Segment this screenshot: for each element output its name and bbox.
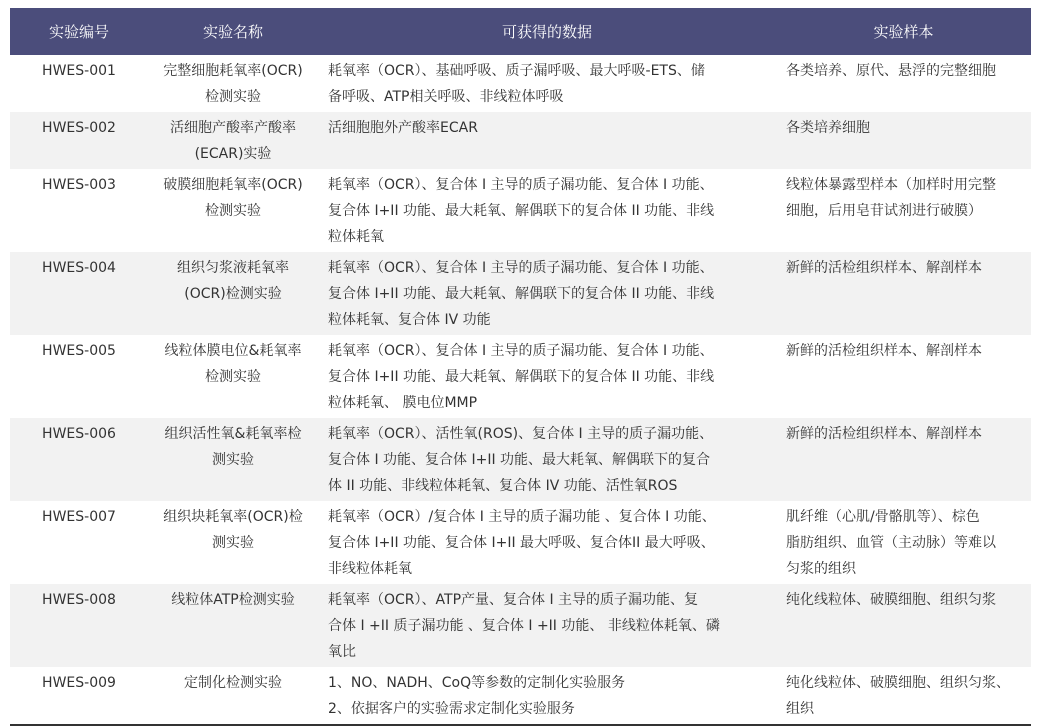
cell-experiment-name-line: 测实验 — [212, 452, 254, 468]
cell-experiment-id: HWES-008 — [10, 584, 148, 667]
cell-experiment-name-line: (OCR)检测实验 — [184, 286, 282, 302]
cell-sample-line: 脂肪组织、血管（主动脉）等难以 — [786, 535, 996, 551]
cell-experiment-name — [148, 501, 318, 584]
table-row — [10, 169, 1031, 252]
header-available-data: 可获得的数据 — [318, 8, 776, 55]
cell-sample-line: 新鲜的活检组织样本、解剖样本 — [786, 260, 982, 276]
cell-experiment-name — [148, 252, 318, 335]
cell-experiment-name-line: 破膜细胞耗氧率(OCR) — [163, 177, 303, 193]
cell-available-data-line: 体 II 功能、非线粒体耗氧、复合体 IV 功能、活性氧ROS — [328, 478, 678, 494]
cell-sample-line: 匀浆的组织 — [786, 561, 856, 577]
cell-available-data-line: 复合体 I 功能、复合体 I+II 功能、最大耗氧、解偶联下的复合 — [328, 452, 711, 468]
table-body — [10, 55, 1031, 725]
table-row — [10, 335, 1031, 418]
cell-available-data-line: 耗氧率（OCR）、复合体 I 主导的质子漏功能、复合体 I 功能、 — [328, 177, 714, 193]
cell-sample — [776, 55, 1031, 112]
cell-experiment-name-line: 检测实验 — [205, 369, 261, 385]
cell-experiment-name — [148, 418, 318, 501]
cell-available-data — [318, 112, 776, 169]
cell-available-data-line: 耗氧率（OCR）、复合体 I 主导的质子漏功能、复合体 I 功能、 — [328, 343, 714, 359]
cell-sample — [776, 418, 1031, 501]
cell-available-data — [318, 252, 776, 335]
cell-available-data — [318, 418, 776, 501]
cell-sample — [776, 501, 1031, 584]
cell-available-data — [318, 501, 776, 584]
cell-sample-line: 各类培养细胞 — [786, 120, 870, 136]
cell-available-data-line: 复合体 I+II 功能、最大耗氧、解偶联下的复合体 II 功能、非线 — [328, 286, 715, 302]
cell-experiment-id: HWES-007 — [42, 509, 116, 525]
cell-available-data-line: 1、NO、NADH、CoQ等参数的定制化实验服务 — [328, 675, 626, 691]
cell-available-data — [318, 55, 776, 112]
cell-experiment-name-line: 线粒体ATP检测实验 — [171, 592, 295, 608]
table-row — [10, 418, 1031, 501]
cell-sample-line: 肌纤维（心肌/骨骼肌等）、棕色 — [786, 509, 980, 525]
cell-experiment-name-line: 检测实验 — [205, 203, 261, 219]
cell-available-data-line: 2、依据客户的实验需求定制化实验服务 — [328, 701, 575, 717]
header-experiment-id: 实验编号 — [10, 8, 148, 55]
cell-available-data-line: 粒体耗氧、 膜电位MMP — [328, 395, 478, 411]
table-row — [10, 501, 1031, 584]
cell-experiment-name-line: (ECAR)实验 — [194, 146, 272, 162]
cell-sample-line: 纯化线粒体、破膜细胞、组织匀浆、 — [786, 675, 1010, 691]
experiment-table — [10, 8, 1031, 726]
table-row — [10, 667, 1031, 725]
cell-experiment-name — [148, 55, 318, 112]
cell-available-data-line: 粒体耗氧 — [328, 229, 384, 245]
cell-sample-line: 各类培养、原代、悬浮的完整细胞 — [786, 63, 996, 79]
cell-available-data-line: 粒体耗氧、复合体 IV 功能 — [328, 312, 491, 328]
cell-sample — [776, 584, 1031, 667]
cell-experiment-name-line: 测实验 — [212, 535, 254, 551]
cell-experiment-name — [148, 584, 318, 667]
cell-sample-line: 纯化线粒体、破膜细胞、组织匀浆 — [786, 592, 996, 608]
cell-experiment-name-line: 线粒体膜电位&耗氧率 — [164, 343, 302, 359]
cell-sample — [776, 335, 1031, 418]
cell-experiment-id: HWES-006 — [10, 418, 148, 501]
cell-sample-line: 新鲜的活检组织样本、解剖样本 — [786, 426, 982, 442]
cell-available-data-line: 合体 I +II 质子漏功能 、复合体 I +II 功能、 非线粒体耗氧、磷 — [328, 618, 720, 634]
cell-experiment-name-line: 完整细胞耗氧率(OCR) — [163, 63, 303, 79]
cell-available-data — [318, 667, 776, 725]
cell-sample-line: 线粒体暴露型样本（加样时用完整 — [786, 177, 996, 193]
cell-available-data-line: 耗氧率（OCR）、活性氧(ROS)、复合体 I 主导的质子漏功能、 — [328, 426, 714, 442]
cell-available-data-line: 耗氧率（OCR）、基础呼吸、质子漏呼吸、最大呼吸-ETS、储 — [328, 63, 705, 79]
cell-available-data-line: 耗氧率（OCR）/复合体 I 主导的质子漏功能 、复合体 I 功能、 — [328, 509, 716, 525]
cell-sample-line: 组织 — [786, 701, 814, 717]
cell-sample — [776, 667, 1031, 725]
cell-sample — [776, 112, 1031, 169]
table-header-row — [10, 8, 1031, 55]
cell-available-data-line: 复合体 I+II 功能、最大耗氧、解偶联下的复合体 II 功能、非线 — [328, 369, 715, 385]
cell-experiment-id: HWES-002 — [10, 112, 148, 169]
cell-available-data — [318, 584, 776, 667]
header-experiment-name: 实验名称 — [148, 8, 318, 55]
cell-available-data-line: 复合体 I+II 功能、最大耗氧、解偶联下的复合体 II 功能、非线 — [328, 203, 715, 219]
cell-available-data-line: 氧比 — [328, 644, 356, 660]
header-sample: 实验样本 — [776, 8, 1031, 55]
cell-experiment-name — [148, 112, 318, 169]
cell-experiment-id: HWES-005 — [42, 343, 116, 359]
cell-available-data — [318, 335, 776, 418]
table-row — [10, 55, 1031, 112]
cell-experiment-id: HWES-003 — [42, 177, 116, 193]
table-row — [10, 112, 1031, 169]
cell-available-data-line: 耗氧率（OCR）、复合体 I 主导的质子漏功能、复合体 I 功能、 — [328, 260, 714, 276]
cell-sample-line: 新鲜的活检组织样本、解剖样本 — [786, 343, 982, 359]
cell-available-data — [318, 169, 776, 252]
cell-available-data-line: 活细胞胞外产酸率ECAR — [328, 120, 478, 136]
cell-available-data-line: 备呼吸、ATP相关呼吸、非线粒体呼吸 — [328, 89, 564, 105]
cell-experiment-name-line: 组织块耗氧率(OCR)检 — [163, 509, 303, 525]
cell-available-data-line: 耗氧率（OCR）、ATP产量、复合体 I 主导的质子漏功能、复 — [328, 592, 699, 608]
cell-sample-line: 细胞，后用皂苷试剂进行破膜） — [786, 203, 982, 219]
cell-experiment-name — [148, 667, 318, 725]
cell-experiment-id: HWES-009 — [10, 667, 148, 725]
cell-sample — [776, 252, 1031, 335]
cell-experiment-name-line: 定制化检测实验 — [184, 675, 282, 691]
cell-experiment-name-line: 组织活性氧&耗氧率检 — [164, 426, 302, 442]
table-row — [10, 252, 1031, 335]
cell-experiment-id: HWES-004 — [10, 252, 148, 335]
table-row — [10, 584, 1031, 667]
experiment-table-container — [10, 8, 1031, 726]
cell-available-data-line: 复合体 I+II 功能、复合体 I+II 最大呼吸、复合体II 最大呼吸、 — [328, 535, 715, 551]
cell-experiment-name-line: 检测实验 — [205, 89, 261, 105]
cell-experiment-name-line: 组织匀浆液耗氧率 — [177, 260, 289, 276]
cell-available-data-line: 非线粒体耗氧 — [328, 561, 412, 577]
cell-experiment-id: HWES-001 — [42, 63, 116, 79]
cell-experiment-name-line: 活细胞产酸率产酸率 — [170, 120, 296, 136]
cell-experiment-name — [148, 169, 318, 252]
cell-sample — [776, 169, 1031, 252]
cell-experiment-name — [148, 335, 318, 418]
